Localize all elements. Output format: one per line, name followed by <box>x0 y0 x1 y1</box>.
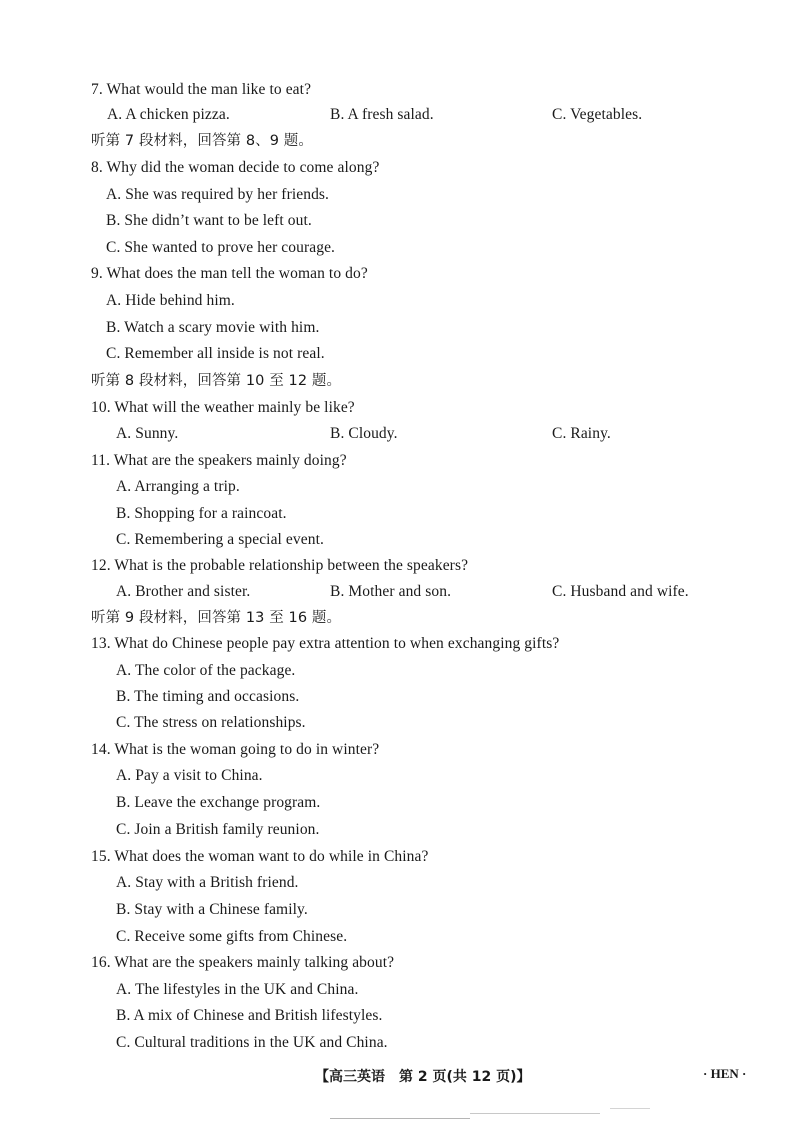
question-12-option-a: A. Brother and sister. <box>116 583 251 600</box>
question-12-prompt: 12. What is the probable relationship between the speakers? <box>91 557 469 574</box>
question-8-option-b: B. She didn’t want to be left out. <box>106 212 312 229</box>
question-16-option-c: C. Cultural traditions in the UK and China. <box>116 1034 388 1051</box>
question-9-option-b: B. Watch a scary movie with him. <box>106 319 320 336</box>
question-13-option-c: C. The stress on relationships. <box>116 714 306 731</box>
section-heading-8: 听第 8 段材料，回答第 10 至 12 题。 <box>91 373 342 389</box>
question-7-option-b: B. A fresh salad. <box>330 106 434 123</box>
question-12-option-b: B. Mother and son. <box>330 583 452 600</box>
question-9-option-a: A. Hide behind him. <box>106 292 235 309</box>
question-10-option-b: B. Cloudy. <box>330 425 398 442</box>
question-11-prompt: 11. What are the speakers mainly doing? <box>91 452 347 469</box>
scan-artifact-line <box>610 1108 650 1109</box>
question-7-prompt: 7. What would the man like to eat? <box>91 81 312 98</box>
section-heading-7: 听第 7 段材料，回答第 8、9 题。 <box>91 133 314 149</box>
question-14-option-c: C. Join a British family reunion. <box>116 821 320 838</box>
scan-artifact-line <box>470 1113 600 1114</box>
question-8-prompt: 8. Why did the woman decide to come along? <box>91 159 380 176</box>
question-10-option-a: A. Sunny. <box>116 425 179 442</box>
page-number-label: 【高三英语 第 2 页(共 12 页)】 <box>315 1069 531 1085</box>
question-16-prompt: 16. What are the speakers mainly talking about? <box>91 954 395 971</box>
question-9-prompt: 9. What does the man tell the woman to do? <box>91 265 368 282</box>
question-11-option-b: B. Shopping for a raincoat. <box>116 505 287 522</box>
question-15-option-b: B. Stay with a Chinese family. <box>116 901 308 918</box>
question-7-option-c: C. Vegetables. <box>552 106 643 123</box>
question-10-prompt: 10. What will the weather mainly be like? <box>91 399 355 416</box>
question-11-option-a: A. Arranging a trip. <box>116 478 240 495</box>
question-15-option-c: C. Receive some gifts from Chinese. <box>116 928 348 945</box>
question-13-prompt: 13. What do Chinese people pay extra attention to when exchanging gifts? <box>91 635 560 652</box>
question-16-option-b: B. A mix of Chinese and British lifestyles. <box>116 1007 383 1024</box>
question-14-option-b: B. Leave the exchange program. <box>116 794 321 811</box>
question-15-option-a: A. Stay with a British friend. <box>116 874 299 891</box>
question-13-option-a: A. The color of the package. <box>116 662 296 679</box>
question-13-option-b: B. The timing and occasions. <box>116 688 300 705</box>
question-14-option-a: A. Pay a visit to China. <box>116 767 263 784</box>
question-12-option-c: C. Husband and wife. <box>552 583 689 600</box>
question-16-option-a: A. The lifestyles in the UK and China. <box>116 981 359 998</box>
question-8-option-a: A. She was required by her friends. <box>106 186 330 203</box>
question-9-option-c: C. Remember all inside is not real. <box>106 345 325 362</box>
question-10-option-c: C. Rainy. <box>552 425 611 442</box>
question-8-option-c: C. She wanted to prove her courage. <box>106 239 336 256</box>
question-11-option-c: C. Remembering a special event. <box>116 531 324 548</box>
question-7-option-a: A. A chicken pizza. <box>107 106 230 123</box>
question-15-prompt: 15. What does the woman want to do while in China? <box>91 848 429 865</box>
section-heading-9: 听第 9 段材料，回答第 13 至 16 题。 <box>91 610 342 626</box>
question-14-prompt: 14. What is the woman going to do in winter? <box>91 741 380 758</box>
exam-code: · HEN · <box>703 1066 747 1081</box>
scan-artifact-line <box>330 1118 470 1119</box>
